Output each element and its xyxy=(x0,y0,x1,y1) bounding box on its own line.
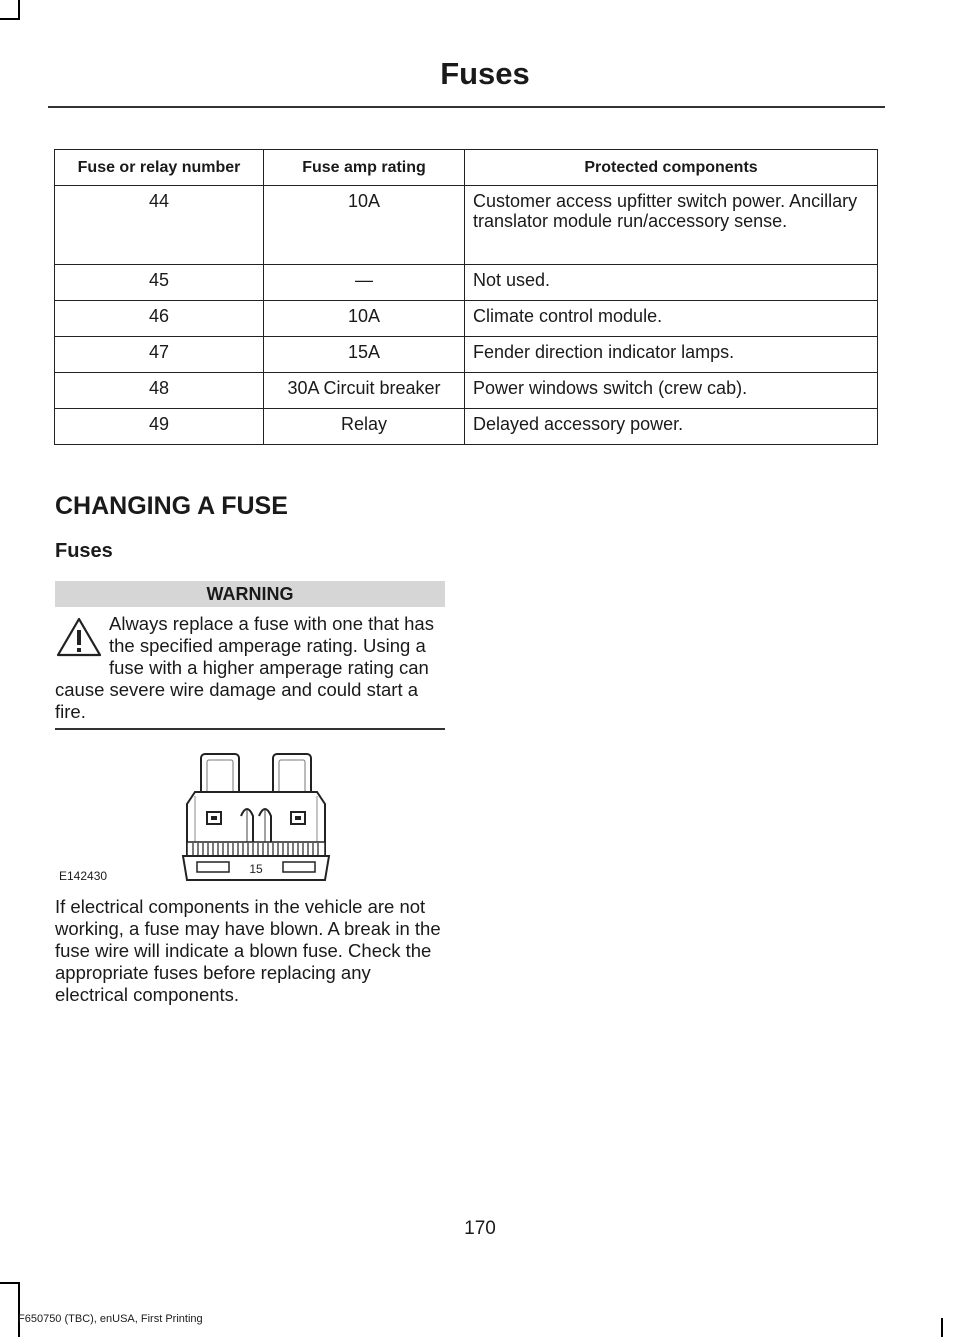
protected-component-cell: Delayed accessory power. xyxy=(465,409,878,445)
fuse-number-cell: 46 xyxy=(55,301,264,337)
body-paragraph: If electrical components in the vehicle are not working, a fuse may have blown. A break in the fuse wire will indicate a blown fuse. Check the appropriate fuses before replacing any electrical components. xyxy=(55,896,441,1005)
table-row xyxy=(55,301,878,337)
fuse-table xyxy=(54,149,878,445)
fuse-number-cell: 47 xyxy=(55,337,264,373)
table-row xyxy=(55,337,878,373)
crop-mark xyxy=(941,1318,943,1337)
table-header-row xyxy=(55,150,878,186)
crop-mark xyxy=(18,1282,20,1337)
column-header: Protected components xyxy=(465,150,878,186)
fuse-illustration xyxy=(55,746,445,886)
protected-component-cell: Climate control module. xyxy=(465,301,878,337)
amp-rating-cell: 30A Circuit breaker xyxy=(264,373,465,409)
protected-component-cell: Customer access upfitter switch power. Ancillary translator module run/accessory sense. xyxy=(465,186,878,265)
amp-rating-cell: Relay xyxy=(264,409,465,445)
crop-mark xyxy=(18,0,20,20)
amp-rating-cell: 10A xyxy=(264,186,465,265)
table-row xyxy=(55,409,878,445)
table-row xyxy=(55,186,878,265)
column-header: Fuse or relay number xyxy=(55,150,264,186)
protected-component-cell: Not used. xyxy=(465,265,878,301)
figure-code: E142430 xyxy=(59,869,108,883)
warning-text: Always replace a fuse with one that has the specified amperage rating. Using a fuse with a higher amperage rating can cause severe wire damage and could start a fire. xyxy=(55,613,434,722)
protected-component-cell: Fender direction indicator lamps. xyxy=(465,337,878,373)
fuse-number-cell: 48 xyxy=(55,373,264,409)
page-header-title: Fuses xyxy=(440,56,530,91)
fuse-rating-label: 15 xyxy=(249,862,263,876)
footer-printing-info: F650750 (TBC), enUSA, First Printing xyxy=(18,1313,203,1325)
header-rule xyxy=(48,106,885,108)
fuse-number-cell: 49 xyxy=(55,409,264,445)
crop-mark xyxy=(0,1282,20,1284)
amp-rating-cell: 10A xyxy=(264,301,465,337)
protected-component-cell: Power windows switch (crew cab). xyxy=(465,373,878,409)
crop-mark xyxy=(0,18,20,20)
warning-rule xyxy=(55,728,445,730)
column-header: Fuse amp rating xyxy=(264,150,465,186)
fuse-number-cell: 45 xyxy=(55,265,264,301)
warning-heading: WARNING xyxy=(55,581,445,607)
amp-rating-cell: 15A xyxy=(264,337,465,373)
table-row xyxy=(55,265,878,301)
warning-block xyxy=(55,613,447,723)
icon-spacer xyxy=(55,613,109,677)
page-number: 170 xyxy=(464,1218,496,1239)
fuse-number-cell: 44 xyxy=(55,186,264,265)
subsection-title: Fuses xyxy=(55,540,113,562)
section-title: CHANGING A FUSE xyxy=(55,492,288,520)
table-row xyxy=(55,373,878,409)
amp-rating-cell: — xyxy=(264,265,465,301)
